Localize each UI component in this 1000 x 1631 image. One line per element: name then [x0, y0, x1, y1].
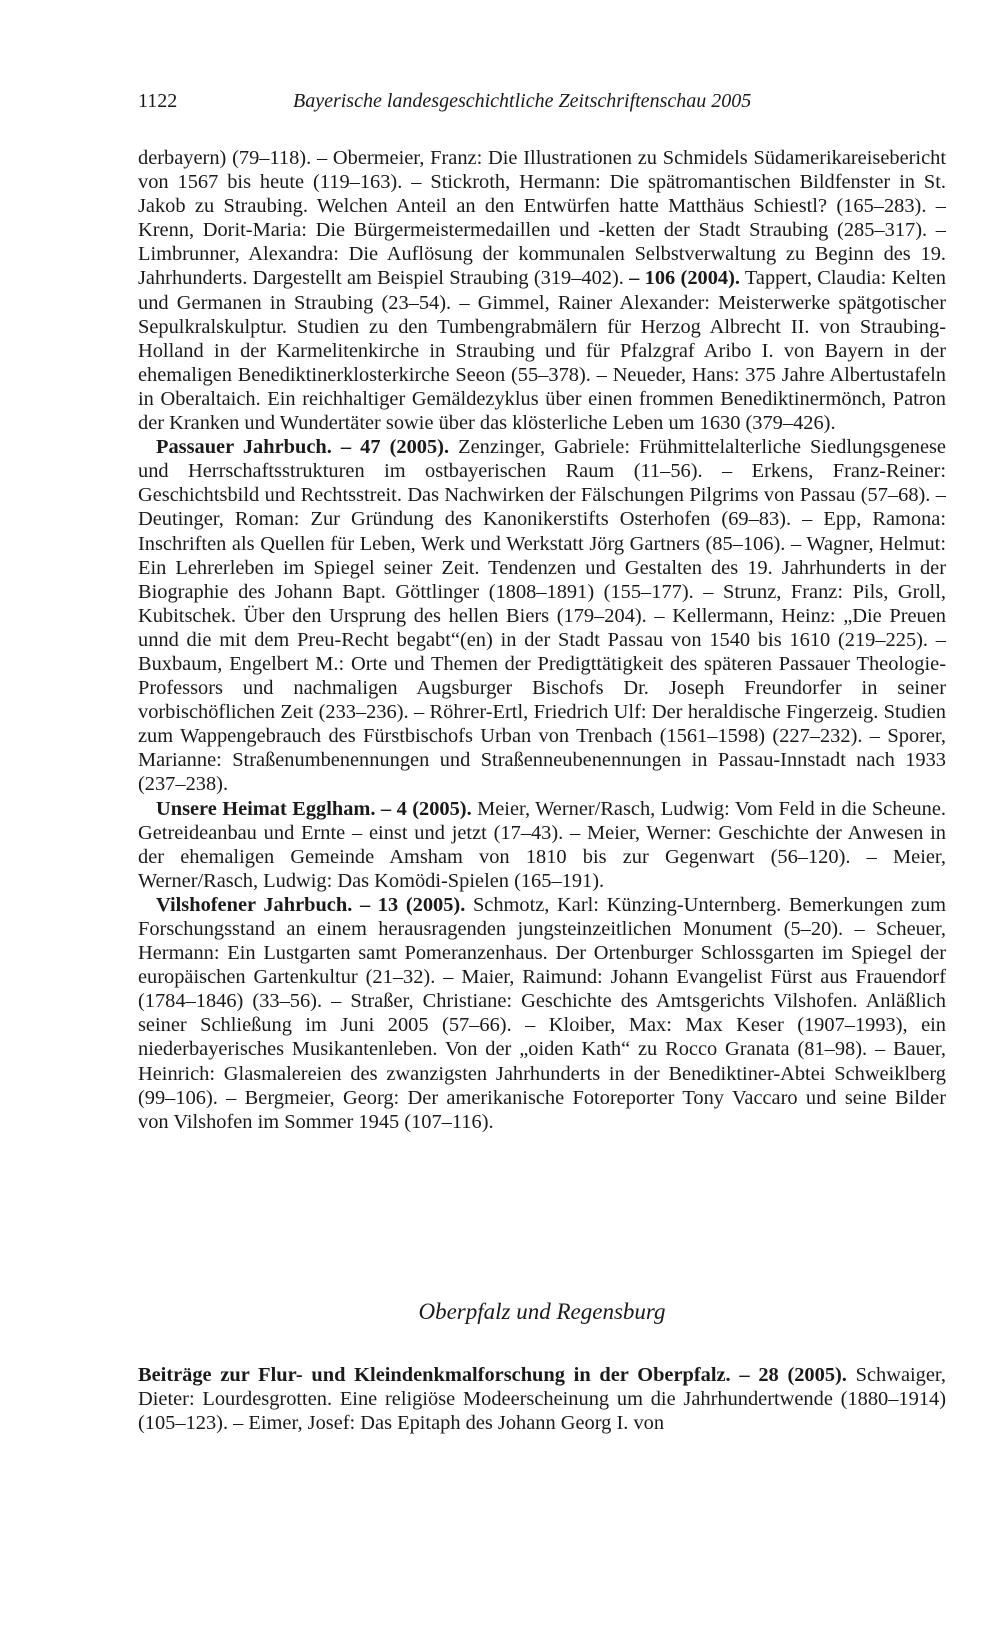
section-heading: Oberpfalz und Regensburg: [418, 1299, 666, 1324]
entry-unsere-heimat-egglham: [138, 797, 946, 893]
journal-title: Passauer Jahrbuch. – 47 (2005).: [156, 436, 450, 459]
entry-passauer-jahrbuch: [138, 435, 946, 796]
paragraph-straubing-continued: [138, 146, 946, 435]
entry-flur-kleindenkmalforschung: [138, 1363, 946, 1435]
page-number: 1122: [138, 90, 178, 112]
paragraph-text: derbayern) (79–118). – Obermeier, Franz: Die Illustrationen zu Schmidels Südamerikareisebericht von 1567 bis heute (119–163). – Stickroth, Hermann: Die spätromantischen Bildfenster in St. Jakob zu Straubing. Welchen Anteil an den Entwürfen hatte Matthäus Schiestl? (165–283). – Krenn, Dorit-Maria: Die Bürgermeistermedaillen und -ketten der Stadt Straubing (285–317). – Limbrunner, Alexandra: Die Auflösung der kommunalen Selbstverwaltung zu Beginn des 19. Jahrhunderts. Dargestellt am Beispiel Straubing (319–402).: [138, 147, 946, 290]
journal-title: Unsere Heimat Egglham. – 4 (2005).: [156, 797, 472, 820]
body-text: [138, 146, 946, 1134]
entry-vilshofener-jahrbuch: [138, 893, 946, 1134]
entry-text: Schwaiger, Dieter: Lourdesgrotten. Eine religiöse Modeerscheinung um die Jahrhundertwende (1880–1914) (105–123). – Eimer, Josef: Das Epitaph des Johann Georg I. von: [138, 1364, 946, 1435]
entry-text: Schmotz, Karl: Künzing-Unternberg. Bemerkungen zum Forschungsstand an einem herausragenden jungsteinzeitlichen Monument (5–20). – Scheuer, Hermann: Ein Lustgarten samt Pomeranzenhaus. Der Ortenburger Schlossgarten im Spiegel der europäischen Gartenkultur (21–32). – Maier, Raimund: Johann Evangelist Fürst aus Frauendorf (1784–1846) (33–56). – Straßer, Christiane: Geschichte des Amtsgerichts Vilshofen. Anläßlich seiner Schließung im Juni 2005 (57–66). – Kloiber, Max: Max Keser (1907–1993), ein niederbayerisches Musikantenleben. Von der „oiden Kath“ zu Rocco Granata (81–98). – Bauer, Heinrich: Glasmalereien des zwanzigsten Jahrhunderts in der Benediktiner-Abtei Schweiklberg (99–106). – Bergmeier, Georg: Der amerikanische Fotoreporter Tony Vaccaro und seine Bilder von Vilshofen im Sommer 1945 (107–116).: [138, 893, 946, 1133]
running-title: Bayerische landesgeschichtliche Zeitschriftenschau 2005: [293, 90, 752, 112]
paragraph-text: Tappert, Claudia: Kelten und Germanen in Straubing (23–54). – Gimmel, Rainer Alexander: Meisterwerke spätgotischer Sepulkralskulptur. Studien zu den Tumbengrabmälern für Herzog Albrecht II. von Straubing-Holland in der Karmelitenkirche in Straubing und für Pfalzgraf Aribo I. von Bayern in der ehemaligen Benediktinerklosterkirche Seeon (55–378). – Neueder, Hans: 375 Jahre Albertustafeln in Oberaltaich. Ein reichhaltiger Gemäldezyklus über einen frommen Benediktinermönch, Patron der Kranken und Wundertäter sowie über das klösterliche Leben um 1630 (379–426).: [138, 267, 946, 435]
journal-title: Beiträge zur Flur- und Kleindenkmalforschung in der Oberpfalz. – 28 (2005).: [138, 1364, 847, 1386]
entry-text: Meier, Werner/Rasch, Ludwig: Vom Feld in die Scheune. Getreideanbau und Ernte – einst und jetzt (17–43). – Meier, Werner: Geschichte der Anwesen in der ehemaligen Gemeinde Amsham von 1810 bis zur Gegenwart (56–120). – Meier, Werner/Rasch, Ludwig: Das Komödi-Spielen (165–191).: [138, 797, 946, 892]
journal-title: Vilshofener Jahrbuch. – 13 (2005).: [156, 893, 466, 916]
running-head: [138, 88, 946, 114]
entry-text: Zenzinger, Gabriele: Frühmittelalterliche Siedlungsgenese und Herrschaftsstrukturen im ostbayerischen Raum (11–56). – Erkens, Franz-Reiner: Geschichtsbild und Rechtsstreit. Das Nachwirken der Fälschungen Pilgrims von Passau (57–68). – Deutinger, Roman: Zur Gründung des Kanonikerstifts Osterhofen (69–83). – Epp, Ramona: Inschriften als Quellen für Leben, Werk und Werkstatt Jörg Gartners (85–106). – Wagner, Helmut: Ein Lehrerleben im Spiegel seiner Zeit. Tendenzen und Gestalten des 19. Jahrhunderts in der Biographie des Johann Bapt. Göttlinger (1808–1891) (155–177). – Strunz, Franz: Pils, Groll, Kubitschek. Über den Ursprung des hellen Biers (179–204). – Kellermann, Heinz: „Die Preuen unnd die mit dem Preu-Recht begabt“(en) in der Stadt Passau von 1540 bis 1610 (219–225). – Buxbaum, Engelbert M.: Orte und Themen der Predigttätigkeit des späteren Passauer Theologie-Professors und nachmaligen Augsburger Bischofs Dr. Joseph Freundorfer in seiner vorbischöflichen Zeit (233–236). – Röhrer-Ertl, Friedrich Ulf: Der heraldische Fingerzeig. Studien zum Wappengebrauch des Fürstbischofs Urban von Trenbach (1561–1598) (227–232). – Sporer, Marianne: Straßenumbenennungen und Straßenneubenennungen in Passau-Innstadt nach 1933 (237–238).: [138, 436, 946, 796]
journal-issue-title: – 106 (2004).: [629, 267, 740, 290]
section-body: [138, 1363, 946, 1435]
